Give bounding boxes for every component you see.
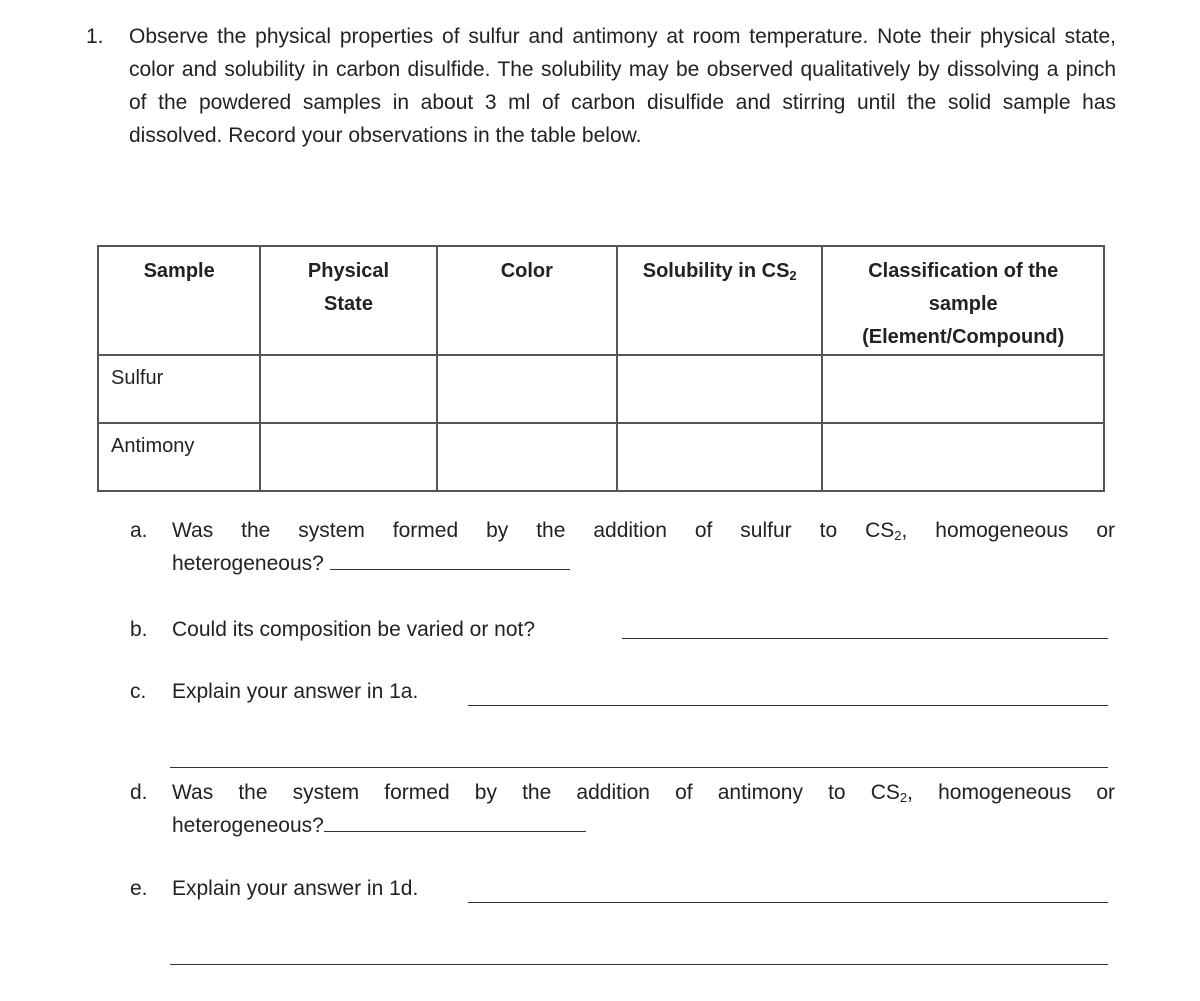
table-row-sulfur	[98, 355, 1104, 423]
sub-question-d	[130, 777, 1115, 842]
sub-question-b-text: Could its composition be varied or not?	[172, 618, 536, 641]
answer-blank-e-line2[interactable]	[170, 964, 1108, 965]
sub-question-c	[130, 676, 1115, 708]
observation-table	[97, 245, 1105, 492]
sub-question-c-text: Explain your answer in 1a.	[172, 680, 419, 703]
sub-question-d-line1: Was the system formed by the addition of antimony to $CS_2$, homogeneous or	[172, 781, 1115, 805]
answer-blank-c-line2[interactable]	[170, 767, 1108, 768]
header-color: Color	[437, 246, 617, 355]
question-number: 1.	[86, 25, 104, 48]
cell-sample-antimony: Antimony	[98, 423, 260, 491]
sub-question-a	[130, 515, 1115, 580]
answer-blank-b[interactable]	[622, 638, 1108, 639]
answer-blank-e-line1[interactable]	[468, 902, 1108, 903]
sub-question-e-text: Explain your answer in 1d.	[172, 877, 419, 900]
header-solubility: Solubility in $CS_2$	[617, 246, 822, 355]
answer-blank-c-line1[interactable]	[468, 705, 1108, 706]
cell-sulfur-color[interactable]	[437, 355, 617, 423]
sub-question-d-line2: heterogeneous?	[172, 809, 1115, 842]
sub-question-d-letter: d.	[130, 781, 148, 804]
sub-question-b	[130, 614, 1115, 646]
cell-antimony-classification[interactable]	[822, 423, 1104, 491]
sub-question-c-letter: c.	[130, 680, 147, 703]
question-1	[86, 20, 1116, 152]
sub-question-b-letter: b.	[130, 618, 148, 641]
header-physical-state: Physical State	[260, 246, 436, 355]
header-sample: Sample	[98, 246, 260, 355]
sub-question-e-letter: e.	[130, 877, 148, 900]
header-classification: Classification of the sample (Element/Compound)	[822, 246, 1104, 355]
cell-sulfur-solubility[interactable]	[617, 355, 822, 423]
cell-antimony-physical-state[interactable]	[260, 423, 436, 491]
cell-sample-sulfur: Sulfur	[98, 355, 260, 423]
sub-question-a-line2: heterogeneous?	[172, 547, 1115, 580]
sub-question-a-letter: a.	[130, 519, 148, 542]
cell-sulfur-classification[interactable]	[822, 355, 1104, 423]
cell-antimony-color[interactable]	[437, 423, 617, 491]
cell-antimony-solubility[interactable]	[617, 423, 822, 491]
table-header-row	[98, 246, 1104, 355]
sub-question-e	[130, 873, 1115, 905]
sub-question-a-line1: Was the system formed by the addition of sulfur to $CS_2$, homogeneous or	[172, 519, 1115, 543]
question-text: Observe the physical properties of sulfur and antimony at room temperature. Note their physical state, color and solubility in carbon disulfide. The solubility may be observed qualitatively by dissolving a pinch of the powdered samples in about 3 ml of carbon disulfide and stirring until the solid sample has dissolved. Record your observations in the table below.	[129, 25, 1116, 147]
answer-blank-a[interactable]	[330, 547, 570, 570]
cell-sulfur-physical-state[interactable]	[260, 355, 436, 423]
table-row-antimony	[98, 423, 1104, 491]
answer-blank-d[interactable]	[324, 809, 586, 832]
